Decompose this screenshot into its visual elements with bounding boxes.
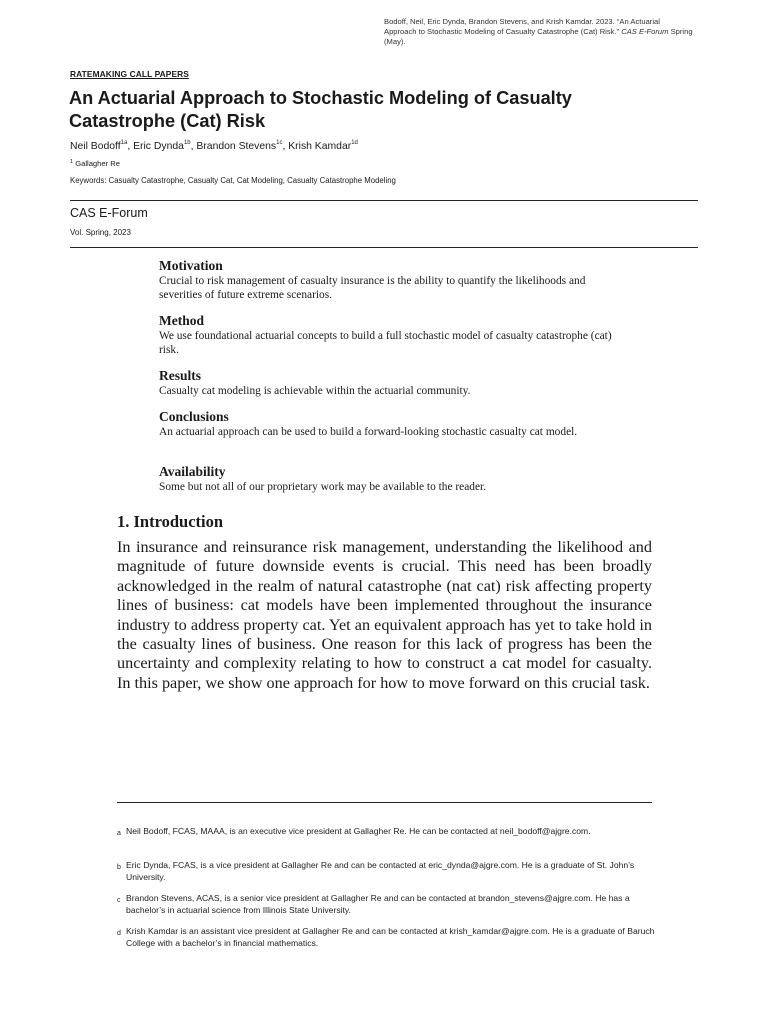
author-sup: 1c — [276, 140, 283, 146]
abstract-availability — [159, 464, 619, 494]
abstract-heading: Availability — [159, 464, 226, 479]
affiliation — [70, 159, 120, 168]
introduction-paragraph: In insurance and reinsurance risk management, understanding the likelihood and magnitude of future downside events is crucial. This need has been broadly acknowledged in the realm of natural catastrophe (nat cat) risk affecting property lines of business: cat models have been implemented throughout the insurance industry to address property cat. Yet an equivalent approach has yet to take hold in the casualty lines of business. One reason for this lack of progress has been the uncertainty and complexity relating to how to construct a cat model for casualty. In this paper, we show one approach for how to move forward on this crucial task. — [117, 538, 652, 692]
footnote-d — [117, 926, 657, 949]
abstract-heading: Method — [159, 313, 204, 328]
abstract-heading: Motivation — [159, 258, 223, 273]
author-sup: 1d — [351, 140, 358, 146]
abstract-method — [159, 313, 619, 357]
citation-main: Bodoff, Neil, Eric Dynda, Brandon Stevens, and Krish Kamdar. 2023. “An Actuarial Approach to Stochastic Modeling of Casualty Catastrophe (Cat) Risk.” — [384, 17, 660, 36]
section-heading-introduction: 1. Introduction — [117, 512, 224, 531]
divider-bottom — [70, 247, 698, 248]
footnote-mark: b — [117, 864, 121, 871]
paper-title: An Actuarial Approach to Stochastic Modeling of Casualty Catastrophe (Cat) Risk — [69, 88, 572, 131]
footnote-a — [117, 826, 657, 838]
divider-top — [70, 200, 698, 201]
footnote-text: Eric Dynda, FCAS, is a vice president at Gallagher Re and can be contacted at eric_dynda@ajgre.com. He is a graduate of St. John’s University. — [126, 860, 635, 882]
abstract-text: An actuarial approach can be used to build a forward-looking stochastic casualty cat model. — [159, 426, 578, 438]
author-list: Neil Bodoff$^{1a}$, Eric Dynda$^{1b}$, Brandon Stevens$^{1c}$, Krish Kamdar$^{1d}$ — [70, 140, 358, 152]
affiliation-text: Gallagher Re — [75, 159, 120, 168]
author-sup: 1a — [120, 140, 128, 146]
affiliation-mark: 1 — [70, 159, 74, 165]
abstract-heading: Conclusions — [159, 409, 229, 424]
section-tag[interactable]: RATEMAKING CALL PAPERS — [70, 69, 189, 79]
abstract-results — [159, 368, 619, 398]
footnote-text: Brandon Stevens, ACAS, is a senior vice president at Gallagher Re and can be contacted at brandon_stevens@ajgre.com. He has a bachelor’s in actuarial science from Illinois State University. — [126, 893, 630, 915]
author-name: Brandon Stevens — [196, 141, 277, 152]
footnote-text: Neil Bodoff, FCAS, MAAA, is an executive vice president at Gallagher Re. He can be contacted at neil_bodoff@ajgre.com. — [126, 826, 591, 836]
author-name: Eric Dynda — [133, 141, 184, 152]
abstract-text: Casualty cat modeling is achievable within the actuarial community. — [159, 385, 471, 397]
abstract-motivation — [159, 258, 619, 302]
footnote-mark: a — [117, 830, 121, 837]
author-sup: 1b — [183, 140, 191, 146]
author-name: Neil Bodoff — [70, 141, 121, 152]
abstract-conclusions — [159, 409, 619, 439]
journal-name: CAS E-Forum — [70, 206, 148, 220]
footnote-c — [117, 893, 657, 916]
footnote-text: Krish Kamdar is an assistant vice president at Gallagher Re and can be contacted at krish_kamdar@ajgre.com. He is a graduate of Baruch College with a bachelor’s in financial mathematics. — [126, 926, 655, 948]
citation-tail: Spring (May). — [384, 27, 693, 46]
keywords: Keywords: Casualty Catastrophe, Casualty Cat, Cat Modeling, Casualty Catastrophe Modeling — [70, 176, 396, 185]
abstract-text: Crucial to risk management of casualty insurance is the ability to quantify the likelihoods and severities of future extreme scenarios. — [159, 275, 586, 301]
abstract-heading: Results — [159, 368, 202, 383]
author-name: Krish Kamdar — [288, 141, 352, 152]
citation-journal: CAS E-Forum — [621, 27, 669, 36]
footnote-divider — [117, 802, 652, 803]
citation-header — [384, 17, 694, 47]
footnote-mark: d — [117, 930, 121, 937]
abstract-text: Some but not all of our proprietary work may be available to the reader. — [159, 481, 487, 493]
journal-volume: Vol. Spring, 2023 — [70, 228, 131, 237]
abstract-text: We use foundational actuarial concepts to build a full stochastic model of casualty catastrophe (cat) risk. — [159, 330, 612, 356]
footnote-b — [117, 860, 657, 883]
footnote-mark: c — [117, 897, 121, 904]
